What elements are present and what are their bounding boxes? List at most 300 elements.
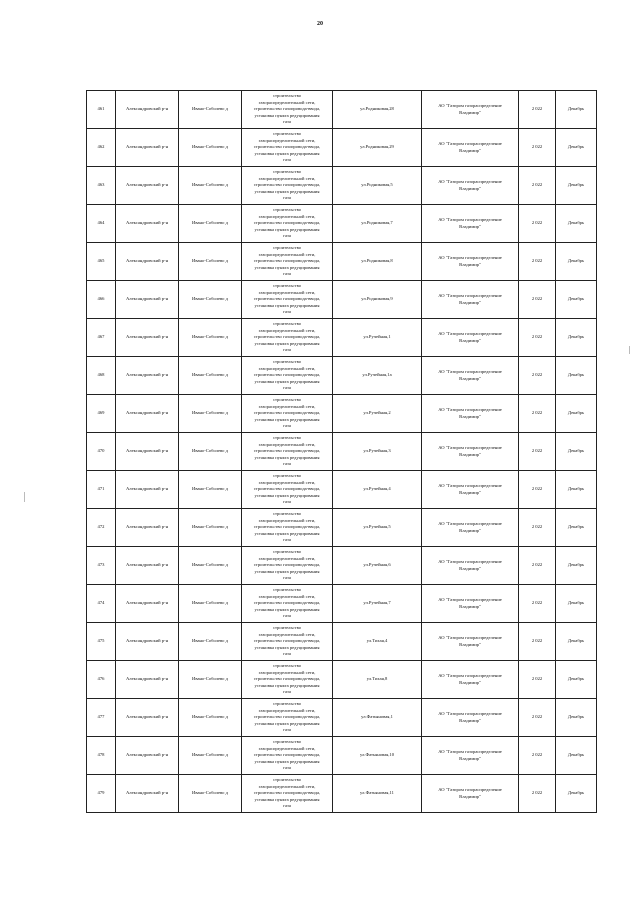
work-type-line: строительство газопровода-ввода, <box>253 448 321 454</box>
work-type-cell <box>242 471 333 509</box>
organization-cell <box>422 319 519 357</box>
work-type-cell <box>242 433 333 471</box>
work-type-line: газораспределительной сети, <box>258 707 316 713</box>
address-cell: ул.Ручейная,3 <box>333 433 422 471</box>
work-type-cell <box>242 699 333 737</box>
work-type-line: установка пункта редуцирования <box>254 112 320 118</box>
table-row <box>87 623 597 661</box>
row-number-cell: 469 <box>87 395 116 433</box>
organization-line: АО "Газпром газораспределение <box>438 710 502 716</box>
work-type-cell <box>242 243 333 281</box>
work-type-line: установка пункта редуцирования <box>254 530 320 536</box>
district-cell: Александровский р-н <box>116 281 179 319</box>
organization-cell <box>422 357 519 395</box>
work-type-line: газораспределительной сети, <box>258 365 316 371</box>
work-type-cell <box>242 281 333 319</box>
settlement-cell: Ивано-Соболево д <box>179 775 242 813</box>
settlement-cell: Ивано-Соболево д <box>179 585 242 623</box>
work-type-line: установка пункта редуцирования <box>254 682 320 688</box>
work-type-cell <box>242 775 333 813</box>
district-cell: Александровский р-н <box>116 775 179 813</box>
year-cell: 2 022 <box>519 205 556 243</box>
organization-cell <box>422 167 519 205</box>
organization-cell <box>422 509 519 547</box>
work-type-line: газа <box>283 119 291 125</box>
address-cell: ул.Ручейная,1а <box>333 357 422 395</box>
work-type-line: строительство газопровода-ввода, <box>253 106 321 112</box>
district-cell: Александровский р-н <box>116 737 179 775</box>
year-cell: 2 022 <box>519 775 556 813</box>
settlement-cell: Ивано-Соболево д <box>179 433 242 471</box>
settlement-cell: Ивано-Соболево д <box>179 509 242 547</box>
table-row <box>87 319 597 357</box>
organization-line: Владимир" <box>459 261 481 267</box>
organization-cell <box>422 623 519 661</box>
settlement-cell: Ивано-Соболево д <box>179 395 242 433</box>
work-type-line: газа <box>283 233 291 239</box>
work-type-line: строительство газопровода-ввода, <box>253 144 321 150</box>
work-type-line: строительство газопровода-ввода, <box>253 296 321 302</box>
organization-cell <box>422 395 519 433</box>
work-type-line: газа <box>283 271 291 277</box>
settlement-cell: Ивано-Соболево д <box>179 91 242 129</box>
district-cell: Александровский р-н <box>116 205 179 243</box>
work-type-line: строительство <box>272 663 302 669</box>
year-cell: 2 022 <box>519 737 556 775</box>
address-cell: ул.Родниковая,5 <box>333 167 422 205</box>
work-type-line: строительство <box>272 321 302 327</box>
work-type-line: строительство газопровода-ввода, <box>253 714 321 720</box>
work-type-line: строительство газопровода-ввода, <box>253 600 321 606</box>
address-cell: ул.Фатьяновая,11 <box>333 775 422 813</box>
work-type-line: строительство <box>272 777 302 783</box>
table-row <box>87 585 597 623</box>
organization-line: АО "Газпром газораспределение <box>438 558 502 564</box>
row-number-cell: 475 <box>87 623 116 661</box>
year-cell: 2 022 <box>519 357 556 395</box>
organization-line: АО "Газпром газораспределение <box>438 330 502 336</box>
row-number-cell: 470 <box>87 433 116 471</box>
work-type-line: газораспределительной сети, <box>258 783 316 789</box>
page-number: 20 <box>317 21 323 27</box>
table-body <box>87 91 597 813</box>
row-number-cell: 466 <box>87 281 116 319</box>
row-number-cell: 474 <box>87 585 116 623</box>
district-cell: Александровский р-н <box>116 699 179 737</box>
organization-cell <box>422 91 519 129</box>
work-type-line: строительство газопровода-ввода, <box>253 676 321 682</box>
table-row <box>87 281 597 319</box>
work-type-cell <box>242 737 333 775</box>
month-cell: Декабрь <box>556 167 597 205</box>
work-type-line: строительство газопровода-ввода, <box>253 638 321 644</box>
organization-line: АО "Газпром газораспределение <box>438 102 502 108</box>
organization-line: Владимир" <box>459 375 481 381</box>
row-number-cell: 461 <box>87 91 116 129</box>
organization-line: Владимир" <box>459 147 481 153</box>
work-type-cell <box>242 357 333 395</box>
table-row <box>87 737 597 775</box>
year-cell: 2 022 <box>519 129 556 167</box>
work-type-line: строительство газопровода-ввода, <box>253 372 321 378</box>
settlement-cell: Ивано-Соболево д <box>179 319 242 357</box>
work-type-line: газораспределительной сети, <box>258 555 316 561</box>
work-type-line: строительство <box>272 625 302 631</box>
organization-line: Владимир" <box>459 185 481 191</box>
work-type-line: строительство <box>272 283 302 289</box>
row-number-cell: 473 <box>87 547 116 585</box>
work-type-line: газа <box>283 537 291 543</box>
address-cell: ул.Фатьяновая,10 <box>333 737 422 775</box>
year-cell: 2 022 <box>519 281 556 319</box>
work-type-cell <box>242 585 333 623</box>
address-cell: ул.Ручейная,1 <box>333 319 422 357</box>
work-type-line: строительство <box>272 93 302 99</box>
settlement-cell: Ивано-Соболево д <box>179 699 242 737</box>
district-cell: Александровский р-н <box>116 243 179 281</box>
row-number-cell: 464 <box>87 205 116 243</box>
row-number-cell: 479 <box>87 775 116 813</box>
organization-line: АО "Газпром газораспределение <box>438 520 502 526</box>
work-type-line: строительство газопровода-ввода, <box>253 752 321 758</box>
work-type-line: строительство газопровода-ввода, <box>253 334 321 340</box>
work-type-line: установка пункта редуцирования <box>254 226 320 232</box>
work-type-line: газа <box>283 651 291 657</box>
work-type-line: газораспределительной сети, <box>258 99 316 105</box>
month-cell: Декабрь <box>556 357 597 395</box>
row-number-cell: 467 <box>87 319 116 357</box>
organization-line: АО "Газпром газораспределение <box>438 368 502 374</box>
gasification-table <box>86 90 597 813</box>
district-cell: Александровский р-н <box>116 433 179 471</box>
work-type-cell <box>242 129 333 167</box>
work-type-line: строительство <box>272 397 302 403</box>
address-cell: ул.Ручейная,7 <box>333 585 422 623</box>
work-type-line: строительство <box>272 587 302 593</box>
work-type-line: газораспределительной сети, <box>258 251 316 257</box>
district-cell: Александровский р-н <box>116 661 179 699</box>
work-type-line: строительство <box>272 245 302 251</box>
month-cell: Декабрь <box>556 91 597 129</box>
table-row <box>87 699 597 737</box>
work-type-line: газораспределительной сети, <box>258 441 316 447</box>
organization-cell <box>422 775 519 813</box>
year-cell: 2 022 <box>519 243 556 281</box>
year-cell: 2 022 <box>519 433 556 471</box>
work-type-cell <box>242 205 333 243</box>
table-row <box>87 775 597 813</box>
month-cell: Декабрь <box>556 775 597 813</box>
work-type-line: газа <box>283 727 291 733</box>
address-cell: ул.Ручейная,5 <box>333 509 422 547</box>
address-cell: ул.Родниковая,7 <box>333 205 422 243</box>
month-cell: Декабрь <box>556 585 597 623</box>
organization-cell <box>422 471 519 509</box>
work-type-cell <box>242 623 333 661</box>
settlement-cell: Ивано-Соболево д <box>179 547 242 585</box>
district-cell: Александровский р-н <box>116 547 179 585</box>
work-type-line: газораспределительной сети, <box>258 175 316 181</box>
organization-line: АО "Газпром газораспределение <box>438 216 502 222</box>
work-type-cell <box>242 395 333 433</box>
organization-cell <box>422 243 519 281</box>
month-cell: Декабрь <box>556 509 597 547</box>
work-type-line: газораспределительной сети, <box>258 745 316 751</box>
address-cell: ул.Ручейная,6 <box>333 547 422 585</box>
organization-line: АО "Газпром газораспределение <box>438 254 502 260</box>
year-cell: 2 022 <box>519 471 556 509</box>
organization-line: АО "Газпром газораспределение <box>438 178 502 184</box>
table-row <box>87 471 597 509</box>
year-cell: 2 022 <box>519 623 556 661</box>
row-number-cell: 462 <box>87 129 116 167</box>
organization-cell <box>422 547 519 585</box>
work-type-cell <box>242 91 333 129</box>
work-type-line: строительство <box>272 359 302 365</box>
work-type-line: установка пункта редуцирования <box>254 150 320 156</box>
table-row <box>87 243 597 281</box>
work-type-line: строительство газопровода-ввода, <box>253 258 321 264</box>
district-cell: Александровский р-н <box>116 509 179 547</box>
work-type-line: установка пункта редуцирования <box>254 720 320 726</box>
district-cell: Александровский р-н <box>116 395 179 433</box>
work-type-line: строительство <box>272 701 302 707</box>
year-cell: 2 022 <box>519 547 556 585</box>
work-type-cell <box>242 167 333 205</box>
work-type-line: установка пункта редуцирования <box>254 492 320 498</box>
settlement-cell: Ивано-Соболево д <box>179 357 242 395</box>
work-type-line: строительство <box>272 511 302 517</box>
work-type-line: газа <box>283 499 291 505</box>
organization-cell <box>422 737 519 775</box>
work-type-line: строительство газопровода-ввода, <box>253 182 321 188</box>
work-type-line: строительство <box>272 739 302 745</box>
month-cell: Декабрь <box>556 623 597 661</box>
address-cell: ул.Ручейная,4 <box>333 471 422 509</box>
year-cell: 2 022 <box>519 509 556 547</box>
table-row <box>87 357 597 395</box>
work-type-line: строительство газопровода-ввода, <box>253 410 321 416</box>
row-number-cell: 465 <box>87 243 116 281</box>
district-cell: Александровский р-н <box>116 167 179 205</box>
organization-line: Владимир" <box>459 223 481 229</box>
organization-cell <box>422 129 519 167</box>
organization-cell <box>422 661 519 699</box>
settlement-cell: Ивано-Соболево д <box>179 167 242 205</box>
month-cell: Декабрь <box>556 699 597 737</box>
organization-line: АО "Газпром газораспределение <box>438 786 502 792</box>
settlement-cell: Ивано-Соболево д <box>179 661 242 699</box>
organization-line: Владимир" <box>459 603 481 609</box>
work-type-line: газораспределительной сети, <box>258 479 316 485</box>
settlement-cell: Ивано-Соболево д <box>179 623 242 661</box>
work-type-line: газа <box>283 689 291 695</box>
work-type-line: газа <box>283 461 291 467</box>
table-row <box>87 129 597 167</box>
work-type-line: строительство <box>272 473 302 479</box>
table-row <box>87 167 597 205</box>
district-cell: Александровский р-н <box>116 129 179 167</box>
organization-line: Владимир" <box>459 527 481 533</box>
organization-line: АО "Газпром газораспределение <box>438 482 502 488</box>
work-type-line: установка пункта редуцирования <box>254 568 320 574</box>
scan-margin-mark <box>629 346 630 354</box>
organization-line: АО "Газпром газораспределение <box>438 292 502 298</box>
work-type-line: газораспределительной сети, <box>258 517 316 523</box>
work-type-line: газораспределительной сети, <box>258 213 316 219</box>
table-row <box>87 395 597 433</box>
settlement-cell: Ивано-Соболево д <box>179 471 242 509</box>
work-type-line: газораспределительной сети, <box>258 137 316 143</box>
organization-line: Владимир" <box>459 451 481 457</box>
row-number-cell: 472 <box>87 509 116 547</box>
organization-cell <box>422 699 519 737</box>
address-cell: ул.Родниковая,29 <box>333 129 422 167</box>
address-cell: ул.Фатьяновая,1 <box>333 699 422 737</box>
year-cell: 2 022 <box>519 91 556 129</box>
work-type-line: газа <box>283 385 291 391</box>
table-row <box>87 91 597 129</box>
settlement-cell: Ивано-Соболево д <box>179 243 242 281</box>
address-cell: ул.Тихая,8 <box>333 661 422 699</box>
work-type-line: строительство газопровода-ввода, <box>253 562 321 568</box>
district-cell: Александровский р-н <box>116 357 179 395</box>
work-type-line: строительство газопровода-ввода, <box>253 220 321 226</box>
district-cell: Александровский р-н <box>116 623 179 661</box>
work-type-line: газа <box>283 613 291 619</box>
work-type-line: установка пункта редуцирования <box>254 340 320 346</box>
organization-line: АО "Газпром газораспределение <box>438 596 502 602</box>
year-cell: 2 022 <box>519 661 556 699</box>
district-cell: Александровский р-н <box>116 471 179 509</box>
work-type-line: строительство <box>272 549 302 555</box>
month-cell: Декабрь <box>556 737 597 775</box>
month-cell: Декабрь <box>556 547 597 585</box>
year-cell: 2 022 <box>519 395 556 433</box>
work-type-line: газа <box>283 423 291 429</box>
organization-line: Владимир" <box>459 109 481 115</box>
organization-cell <box>422 433 519 471</box>
work-type-line: строительство <box>272 131 302 137</box>
year-cell: 2 022 <box>519 699 556 737</box>
scan-margin-mark <box>24 492 25 502</box>
year-cell: 2 022 <box>519 167 556 205</box>
organization-line: АО "Газпром газораспределение <box>438 634 502 640</box>
settlement-cell: Ивано-Соболево д <box>179 281 242 319</box>
organization-line: Владимир" <box>459 413 481 419</box>
settlement-cell: Ивано-Соболево д <box>179 205 242 243</box>
table-row <box>87 433 597 471</box>
month-cell: Декабрь <box>556 129 597 167</box>
work-type-line: газораспределительной сети, <box>258 327 316 333</box>
settlement-cell: Ивано-Соболево д <box>179 129 242 167</box>
organization-line: Владимир" <box>459 299 481 305</box>
work-type-line: строительство <box>272 435 302 441</box>
work-type-line: строительство <box>272 207 302 213</box>
work-type-line: установка пункта редуцирования <box>254 264 320 270</box>
work-type-line: газа <box>283 309 291 315</box>
address-cell: ул.Родниковая,9 <box>333 281 422 319</box>
work-type-line: газораспределительной сети, <box>258 669 316 675</box>
work-type-line: установка пункта редуцирования <box>254 758 320 764</box>
address-cell: ул.Тихая,4 <box>333 623 422 661</box>
organization-line: Владимир" <box>459 717 481 723</box>
month-cell: Декабрь <box>556 205 597 243</box>
row-number-cell: 478 <box>87 737 116 775</box>
organization-cell <box>422 205 519 243</box>
organization-line: АО "Газпром газораспределение <box>438 748 502 754</box>
row-number-cell: 477 <box>87 699 116 737</box>
organization-line: АО "Газпром газораспределение <box>438 672 502 678</box>
year-cell: 2 022 <box>519 585 556 623</box>
month-cell: Декабрь <box>556 395 597 433</box>
work-type-line: установка пункта редуцирования <box>254 302 320 308</box>
work-type-line: газораспределительной сети, <box>258 403 316 409</box>
work-type-cell <box>242 661 333 699</box>
district-cell: Александровский р-н <box>116 585 179 623</box>
table-row <box>87 205 597 243</box>
work-type-line: установка пункта редуцирования <box>254 416 320 422</box>
work-type-line: установка пункта редуцирования <box>254 454 320 460</box>
organization-line: Владимир" <box>459 679 481 685</box>
organization-cell <box>422 585 519 623</box>
work-type-line: установка пункта редуцирования <box>254 606 320 612</box>
row-number-cell: 471 <box>87 471 116 509</box>
organization-line: АО "Газпром газораспределение <box>438 406 502 412</box>
work-type-line: установка пункта редуцирования <box>254 188 320 194</box>
organization-line: Владимир" <box>459 755 481 761</box>
work-type-line: газа <box>283 765 291 771</box>
work-type-line: газа <box>283 157 291 163</box>
address-cell: ул.Ручейная,2 <box>333 395 422 433</box>
organization-cell <box>422 281 519 319</box>
organization-line: Владимир" <box>459 793 481 799</box>
work-type-line: газораспределительной сети, <box>258 289 316 295</box>
work-type-line: установка пункта редуцирования <box>254 796 320 802</box>
work-type-line: газораспределительной сети, <box>258 593 316 599</box>
row-number-cell: 463 <box>87 167 116 205</box>
table-row <box>87 661 597 699</box>
work-type-line: установка пункта редуцирования <box>254 378 320 384</box>
work-type-line: газа <box>283 803 291 809</box>
district-cell: Александровский р-н <box>116 91 179 129</box>
organization-line: Владимир" <box>459 489 481 495</box>
month-cell: Декабрь <box>556 471 597 509</box>
row-number-cell: 468 <box>87 357 116 395</box>
month-cell: Декабрь <box>556 243 597 281</box>
organization-line: АО "Газпром газораспределение <box>438 140 502 146</box>
row-number-cell: 476 <box>87 661 116 699</box>
work-type-line: газораспределительной сети, <box>258 631 316 637</box>
month-cell: Декабрь <box>556 661 597 699</box>
work-type-cell <box>242 319 333 357</box>
work-type-line: строительство газопровода-ввода, <box>253 524 321 530</box>
organization-line: Владимир" <box>459 337 481 343</box>
work-type-cell <box>242 509 333 547</box>
work-type-cell <box>242 547 333 585</box>
month-cell: Декабрь <box>556 433 597 471</box>
organization-line: Владимир" <box>459 641 481 647</box>
table-row <box>87 547 597 585</box>
district-cell: Александровский р-н <box>116 319 179 357</box>
organization-line: Владимир" <box>459 565 481 571</box>
month-cell: Декабрь <box>556 281 597 319</box>
organization-line: АО "Газпром газораспределение <box>438 444 502 450</box>
address-cell: ул.Родниковая,28 <box>333 91 422 129</box>
table-row <box>87 509 597 547</box>
work-type-line: строительство газопровода-ввода, <box>253 486 321 492</box>
work-type-line: газа <box>283 347 291 353</box>
